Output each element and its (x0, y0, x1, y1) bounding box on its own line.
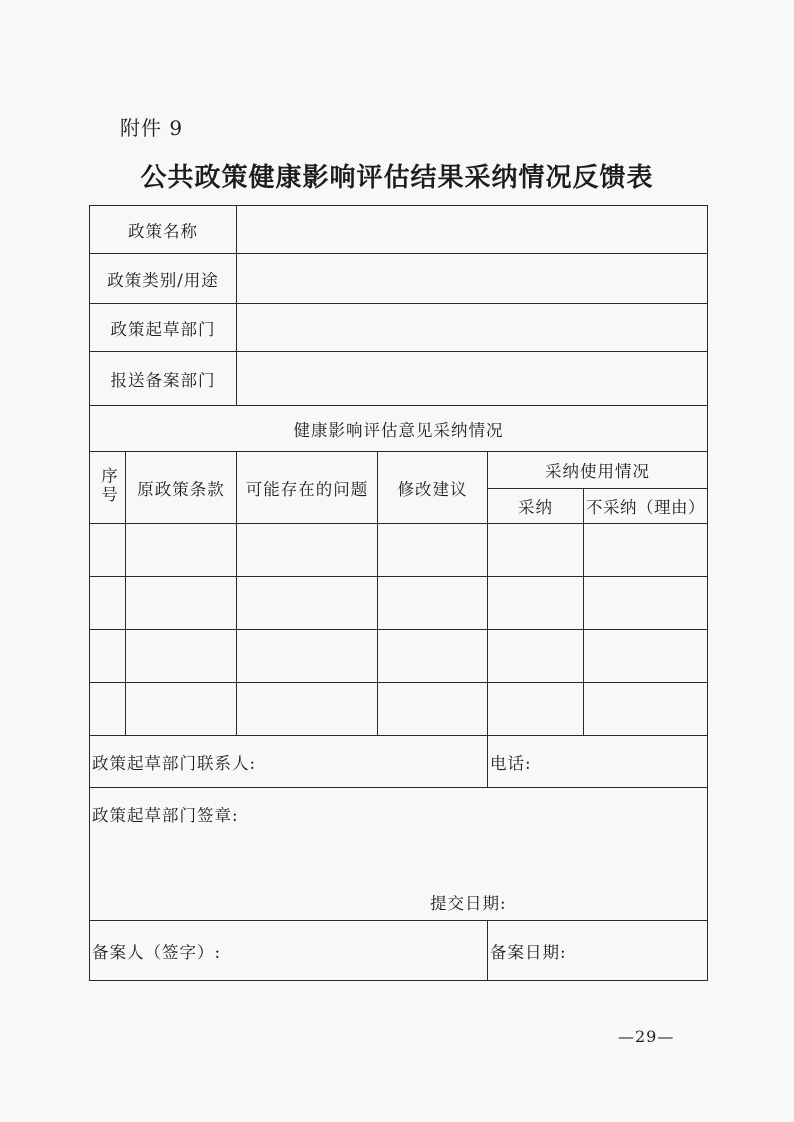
drafting-dept-field[interactable] (237, 304, 708, 352)
filing-dept-field[interactable] (237, 352, 708, 406)
suggestions-cell[interactable] (378, 524, 488, 577)
section-title: 健康影响评估意见采纳情况 (90, 406, 708, 452)
adopted-cell[interactable] (488, 577, 584, 630)
possible-issues-cell[interactable] (237, 577, 378, 630)
seal-row (90, 788, 708, 921)
policy-category-field[interactable] (237, 254, 708, 304)
filer-signature-field[interactable]: 备案人（签字）: (90, 921, 488, 981)
col-not-adopted-header: 不采纳（理由） (584, 489, 708, 524)
original-clause-cell[interactable] (126, 683, 237, 736)
suggestions-cell[interactable] (378, 577, 488, 630)
adopted-cell[interactable] (488, 683, 584, 736)
form-title: 公共政策健康影响评估结果采纳情况反馈表 (140, 163, 654, 193)
not-adopted-cell[interactable] (584, 630, 708, 683)
policy-category-label: 政策类别/用途 (90, 254, 237, 304)
table-row (90, 577, 708, 630)
table-row (90, 524, 708, 577)
row-index-cell[interactable] (90, 683, 126, 736)
info-row (90, 254, 708, 304)
row-index-cell[interactable] (90, 524, 126, 577)
col-suggestions-header: 修改建议 (378, 452, 488, 524)
info-row (90, 206, 708, 254)
col-index-header: 序号 (90, 452, 126, 524)
not-adopted-cell[interactable] (584, 577, 708, 630)
suggestions-cell[interactable] (378, 630, 488, 683)
seal-label: 政策起草部门签章: (92, 806, 239, 825)
seal-area[interactable] (90, 788, 708, 921)
filing-date-field[interactable]: 备案日期: (488, 921, 708, 981)
original-clause-cell[interactable] (126, 630, 237, 683)
original-clause-cell[interactable] (126, 524, 237, 577)
policy-name-label: 政策名称 (90, 206, 237, 254)
row-index-cell[interactable] (90, 577, 126, 630)
contact-row (90, 736, 708, 788)
row-index-cell[interactable] (90, 630, 126, 683)
suggestions-cell[interactable] (378, 683, 488, 736)
possible-issues-cell[interactable] (237, 524, 378, 577)
col-possible-issues-header: 可能存在的问题 (237, 452, 378, 524)
policy-name-field[interactable] (237, 206, 708, 254)
col-adopted-header: 采纳 (488, 489, 584, 524)
filing-row (90, 921, 708, 981)
page-number: —29— (618, 1027, 675, 1046)
not-adopted-cell[interactable] (584, 683, 708, 736)
column-header-row (90, 452, 708, 489)
original-clause-cell[interactable] (126, 577, 237, 630)
attachment-label: 附件 9 (120, 116, 184, 140)
possible-issues-cell[interactable] (237, 630, 378, 683)
adopted-cell[interactable] (488, 524, 584, 577)
section-row (90, 406, 708, 452)
info-row (90, 352, 708, 406)
table-row (90, 630, 708, 683)
drafting-dept-label: 政策起草部门 (90, 304, 237, 352)
adopted-cell[interactable] (488, 630, 584, 683)
col-original-clause-header: 原政策条款 (126, 452, 237, 524)
feedback-form-table (89, 205, 708, 981)
contact-person-field[interactable]: 政策起草部门联系人: (90, 736, 488, 788)
filing-dept-label: 报送备案部门 (90, 352, 237, 406)
table-row (90, 683, 708, 736)
col-adoption-group-header: 采纳使用情况 (488, 452, 708, 489)
phone-field[interactable]: 电话: (488, 736, 708, 788)
info-row (90, 304, 708, 352)
submit-date-label: 提交日期: (430, 894, 507, 913)
not-adopted-cell[interactable] (584, 524, 708, 577)
possible-issues-cell[interactable] (237, 683, 378, 736)
